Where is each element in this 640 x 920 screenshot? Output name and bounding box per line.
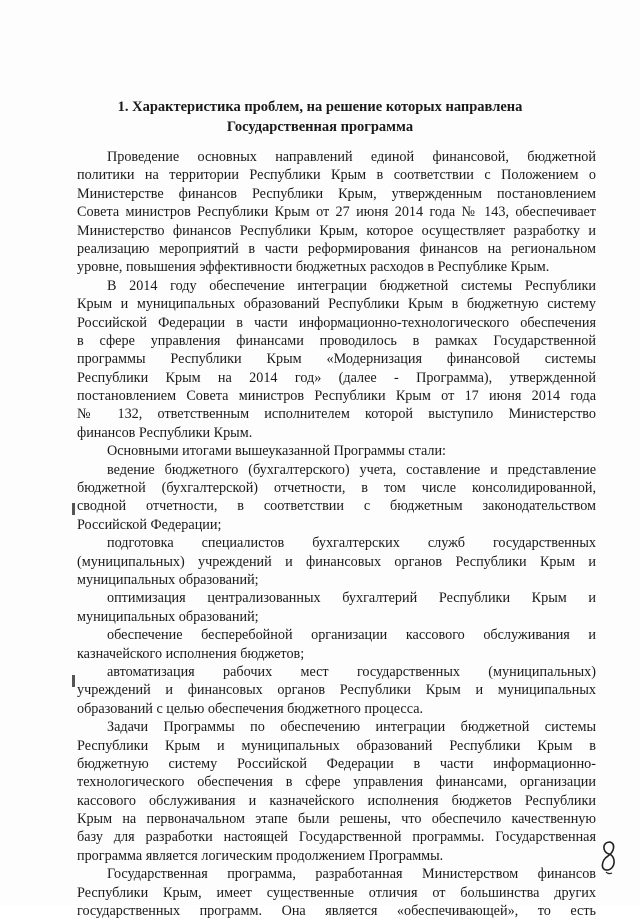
section-heading xyxy=(60,97,580,137)
text-line: технологического обеспечения в сфере управления финансами, организации xyxy=(77,774,596,791)
text-line: программы Республики Крым «Модернизация финансовой системы xyxy=(77,351,596,368)
text-line: в сфере управления финансами проводилось в рамках Государственной xyxy=(77,332,596,349)
text-line: уровне, повышения эффективности бюджетных расходов в Республике Крым. xyxy=(77,259,550,276)
text-line: казначейского исполнения бюджетов; xyxy=(77,645,305,662)
text-line: Российской Федерации; xyxy=(77,516,222,533)
text-line: Республики Крым и муниципальных образований Республики Крым в xyxy=(77,737,596,754)
text-line: Российской Федерации в части информационно-технологического обеспечения xyxy=(77,314,596,331)
text-line: образований с целью обеспечения бюджетного процесса. xyxy=(77,700,424,717)
text-line: Республики Крым, имеет существенные отличия от большинства других xyxy=(77,884,596,901)
text-line: учреждений и финансовых органов Республики Крым и муниципальных xyxy=(77,682,596,699)
body-text xyxy=(77,148,596,920)
text-line: Крым и муниципальных образований Республики Крым в бюджетную систему xyxy=(77,296,596,313)
text-line: муниципальных образований; xyxy=(77,571,259,588)
margin-mark xyxy=(72,503,75,515)
text-line: обеспечение бесперебойной организации кассового обслуживания и xyxy=(107,627,596,644)
text-line: Задачи Программы по обеспечению интеграции бюджетной системы xyxy=(107,719,596,736)
text-line: программа является логическим продолжением Программы. xyxy=(77,847,444,864)
text-line: (муниципальных) учреждений и финансовых органов Республики Крым и xyxy=(77,553,596,570)
text-line: оптимизация централизованных бухгалтерий Республики Крым и xyxy=(107,590,596,607)
text-line: бюджетную систему Российской Федерации в части информационно- xyxy=(77,755,596,772)
text-line: муниципальных образований; xyxy=(77,608,259,625)
text-line: базу для разработки настоящей Государственной программы. Государственная xyxy=(77,829,596,846)
text-line: кассового обслуживания и казначейского исполнения бюджетов Республики xyxy=(77,792,596,809)
text-line: финансов Республики Крым. xyxy=(77,424,253,441)
text-line: В 2014 году обеспечение интеграции бюджетной системы Республики xyxy=(107,277,596,294)
margin-mark xyxy=(72,675,75,687)
text-line: Основными итогами вышеуказанной Программы стали: xyxy=(107,443,446,460)
text-line: Министерство финансов Республики Крым, которое осуществляет разработку и xyxy=(77,222,596,239)
text-line: реализацию мероприятий в части реформирования финансов на региональном xyxy=(77,240,596,257)
heading-line-1: 1. Характеристика проблем, на решение которых направлена xyxy=(117,99,523,115)
text-line: государственных программ. Она является «обеспечивающей», то есть xyxy=(77,903,596,920)
text-line: постановлением Совета министров Республики Крым от 17 июня 2014 года xyxy=(77,388,596,405)
handwritten-page-number xyxy=(596,838,620,878)
text-line: Министерстве финансов Республики Крым, утвержденным постановлением xyxy=(77,185,596,202)
text-line: ведение бюджетного (бухгалтерского) учета, составление и представление xyxy=(107,461,596,478)
text-line: Крым на первоначальном этапе были решены, что обеспечило качественную xyxy=(77,811,596,828)
text-line: политики на территории Республики Крым в соответствии с Положением о xyxy=(77,167,596,184)
heading-line-2: Государственная программа xyxy=(226,119,414,135)
text-line: автоматизация рабочих мест государственных (муниципальных) xyxy=(107,663,596,680)
text-line: Проведение основных направлений единой финансовой, бюджетной xyxy=(107,149,596,165)
text-line: Республики Крым на 2014 год» (далее - Программа), утвержденной xyxy=(77,369,596,386)
text-line: подготовка специалистов бухгалтерских служб государственных xyxy=(107,535,596,552)
text-line: Государственная программа, разработанная Министерством финансов xyxy=(107,866,596,883)
text-line: бюджетной (бухгалтерской) отчетности, в том числе консолидированной, xyxy=(77,480,596,497)
text-line: сводной отчетности, в соответствии с бюджетным законодательством xyxy=(77,498,596,515)
text-line: № 132, ответственным исполнителем которой выступило Министерство xyxy=(77,406,596,423)
text-line: Совета министров Республики Крым от 27 июня 2014 года № 143, обеспечивает xyxy=(77,204,596,221)
